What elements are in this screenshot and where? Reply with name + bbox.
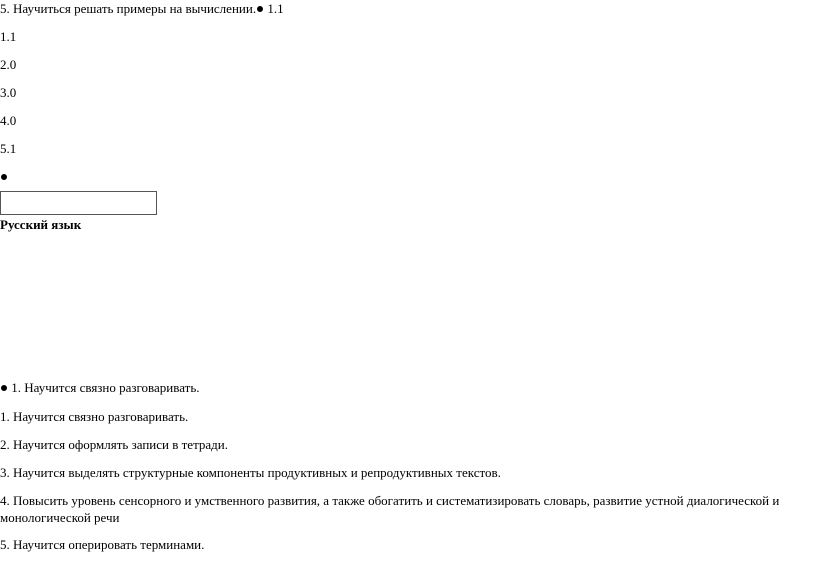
russian-bullet-item-text: 1. Научится связно разговаривать.: [11, 380, 200, 395]
russian-item-3: 3. Научится выделять структурные компоненты продуктивных и репродуктивных текстов.: [0, 465, 501, 480]
math-goal-line: [0, 1, 284, 17]
standalone-bullet: [0, 169, 8, 185]
russian-heading: Русский язык: [0, 217, 82, 232]
math-goal-text: 5. Научиться решать примеры на вычислении.: [0, 1, 257, 16]
math-value-5: 5.1: [0, 141, 17, 156]
russian-item-2: 2. Научится оформлять записи в тетради.: [0, 437, 229, 452]
russian-item-4: 4. Повысить уровень сенсорного и умственного развития, а также обогатить и систематизировать словарь, развитие устной диалогической и монологической речи: [0, 493, 780, 525]
bullet-icon: [257, 6, 263, 12]
bullet-icon: [1, 385, 7, 391]
text-input-box[interactable]: [0, 191, 157, 215]
math-value-4: 4.0: [0, 113, 17, 128]
russian-item-5: 5. Научится оперировать терминами.: [0, 537, 205, 552]
bullet-icon: [1, 174, 7, 180]
math-value-1: 1.1: [0, 29, 17, 44]
math-goal-value: 1.1: [267, 1, 284, 16]
russian-bullet-item: [0, 380, 200, 396]
math-value-3: 3.0: [0, 85, 17, 100]
russian-item-1: 1. Научится связно разговаривать.: [0, 409, 189, 424]
math-value-2: 2.0: [0, 57, 17, 72]
